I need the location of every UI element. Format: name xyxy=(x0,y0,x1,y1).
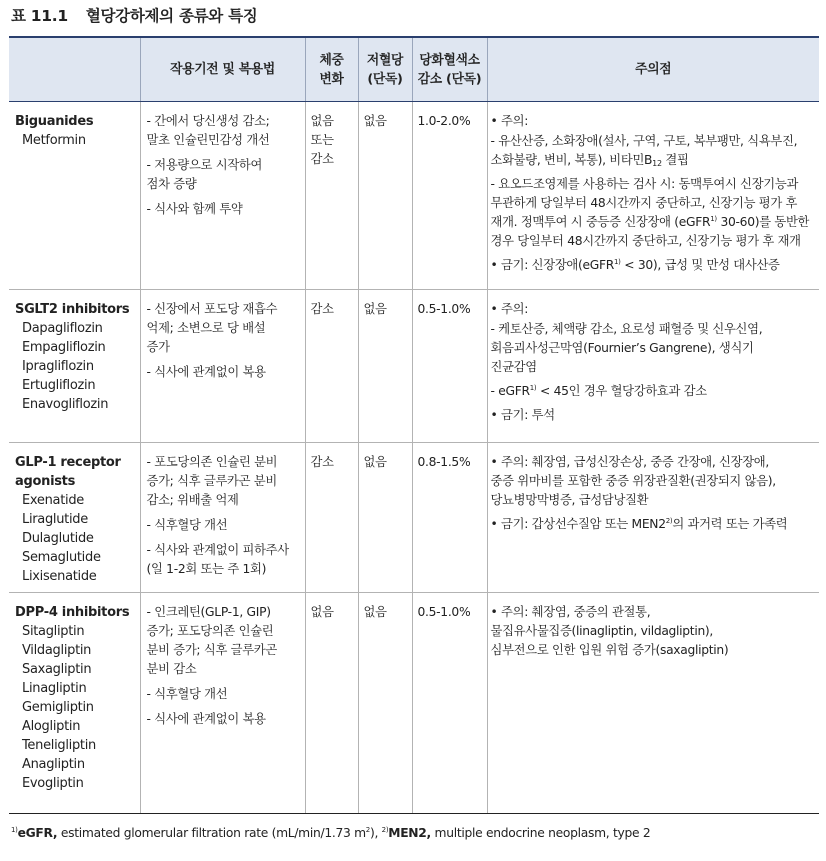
drug-member: Metformin xyxy=(22,133,86,148)
mechanism-cell xyxy=(140,290,305,443)
drug-member: Teneligliptin xyxy=(22,738,96,753)
drug-member: Gemigliptin xyxy=(22,700,94,715)
header-drug xyxy=(9,37,140,102)
table-caption: 혈당강하제의 종류와 특징 xyxy=(85,7,258,25)
caution-heading: • 주의: xyxy=(490,302,529,316)
hypoglycemia-cell: 없음 xyxy=(358,593,412,814)
weight-cell: 감소 xyxy=(305,443,358,593)
contraindication: • 금기: 신장장애(eGFR$^{1)}$ < 30), 급성 및 만성 대사산증 xyxy=(490,258,780,272)
caution-item: - 요오드조영제를 사용하는 검사 시: 동맥투여시 신장기능과 무관하게 당일부터 48시간까지 중단하고, 신장기능 평가 후 재개. 정맥투여 시 중등증 신장장애 (eGFR$^{1)}$ 30-60)를 동반한 경우 당일부터 48시간까지 중단하고, 신장기능 평가 후 재개 xyxy=(490,177,810,248)
footnote: $^{1)}$eGFR, estimated glomerular filtration rate (mL/min/1.73 $m^2$), $^{2)}$MEN2, multiple endocrine neoplasm, type 2 xyxy=(11,826,651,840)
footnote-term: eGFR, xyxy=(17,826,58,840)
drug-member: Lixisenatide xyxy=(22,569,97,584)
caution-cell xyxy=(487,290,819,443)
drug-member: Liraglutide xyxy=(22,512,88,527)
drug-class: DPP-4 inhibitors xyxy=(15,605,130,620)
header-caution: 주의점 xyxy=(487,37,819,102)
drug-cell xyxy=(9,593,140,814)
drug-member: Semaglutide xyxy=(22,550,101,565)
table-row-dpp4 xyxy=(9,593,819,814)
caution-item: • 주의: 췌장염, 중증의 관절통, 물집유사물집증(linagliptin, vildagliptin), 심부전으로 인한 입원 위험 증가(saxagliptin) xyxy=(490,605,729,657)
hba1c-cell: 0.5-1.0% xyxy=(412,290,487,443)
drug-member: Linagliptin xyxy=(22,681,87,696)
drug-member: Ertugliflozin xyxy=(22,378,96,393)
weight-cell: 없음 xyxy=(305,593,358,814)
footnote-marker: 2) xyxy=(381,826,389,834)
footnote-term: MEN2, xyxy=(388,826,431,840)
weight-cell: 감소 xyxy=(305,290,358,443)
mechanism-cell xyxy=(140,593,305,814)
mechanism-item: - 식후혈당 개선 xyxy=(146,687,228,701)
drug-member: Ipragliflozin xyxy=(22,359,94,374)
hypoglycemia-cell: 없음 xyxy=(358,443,412,593)
mechanism-cell xyxy=(140,102,305,290)
drug-cell xyxy=(9,102,140,290)
drug-member: Saxagliptin xyxy=(22,662,92,677)
caution-item: • 주의: 췌장염, 급성신장손상, 중증 간장애, 신장장애, 중증 위마비를 포함한 중증 위장관질환(권장되지 않음), 당뇨병망막병증, 급성담낭질환 xyxy=(490,455,776,507)
drug-member: Enavogliflozin xyxy=(22,397,109,412)
mechanism-item: - 신장에서 포도당 재흡수 억제; 소변으로 당 배설 증가 xyxy=(146,302,278,354)
drug-cell xyxy=(9,443,140,593)
mechanism-item: - 인크레틴(GLP-1, GIP) 증가; 포도당의존 인슐린 분비 증가; 식후 글루카곤 분비 감소 xyxy=(146,605,277,676)
header-row xyxy=(9,37,819,102)
mechanism-item: - 식사에 관계없이 복용 xyxy=(146,712,266,726)
table-row-sglt2 xyxy=(9,290,819,443)
drug-cell xyxy=(9,290,140,443)
contraindication: • 금기: 투석 xyxy=(490,408,555,422)
drug-member: Alogliptin xyxy=(22,719,81,734)
header-hypoglycemia: 저혈당 (단독) xyxy=(358,37,412,102)
drug-class: GLP-1 receptor agonists xyxy=(15,455,121,489)
drug-member: Anagliptin xyxy=(22,757,85,772)
mechanism-item: - 저용량으로 시작하여 점차 증량 xyxy=(146,158,263,191)
weight-cell: 없음 또는 감소 xyxy=(305,102,358,290)
drug-member: Sitagliptin xyxy=(22,624,85,639)
drug-member: Dapagliflozin xyxy=(22,321,103,336)
table-row-biguanides xyxy=(9,102,819,290)
footnote-definition: multiple endocrine neoplasm, type 2 xyxy=(430,826,651,840)
drug-class: Biguanides xyxy=(15,114,94,129)
hypoglycemia-cell: 없음 xyxy=(358,102,412,290)
header-weight: 체중 변화 xyxy=(305,37,358,102)
mechanism-item: - 식사와 관계없이 피하주사 (일 1-2회 또는 주 1회) xyxy=(146,543,289,576)
drug-class: SGLT2 inhibitors xyxy=(15,302,130,317)
caution-item: - 유산산증, 소화장애(설사, 구역, 구토, 복부팽만, 식욕부진, 소화불량, 변비, 복통), 비타민$B_{12}$ 결핍 xyxy=(490,134,798,168)
caution-heading: • 주의: xyxy=(490,114,529,128)
drug-member: Evogliptin xyxy=(22,776,84,791)
mechanism-cell xyxy=(140,443,305,593)
drug-member: Dulaglutide xyxy=(22,531,94,546)
caution-item: - 케토산증, 체액량 감소, 요로성 패혈증 및 신우신염, 회음괴사성근막염(Fournier’s Gangrene), 생식기 진균감염 xyxy=(490,322,763,374)
table-number: 표 11.1 xyxy=(11,7,68,25)
table-title xyxy=(11,4,257,26)
footnote-definition: estimated glomerular filtration rate (mL/min/1.73 m xyxy=(57,826,366,840)
caution-cell xyxy=(487,443,819,593)
mechanism-item: - 식후혈당 개선 xyxy=(146,518,228,532)
mechanism-item: - 간에서 당신생성 감소; 말초 인슐린민감성 개선 xyxy=(146,114,270,147)
mechanism-item: - 포도당의존 인슐린 분비 증가; 식후 글루카곤 분비 감소; 위배출 억제 xyxy=(146,455,278,507)
footnote-marker: 1) xyxy=(11,826,18,834)
table-row-glp1 xyxy=(9,443,819,593)
contraindication: • 금기: 갑상선수질암 또는 MEN2$^{2)}$의 과거력 또는 가족력 xyxy=(490,517,788,531)
drug-member: Exenatide xyxy=(22,493,84,508)
header-hba1c: 당화혈색소 감소 (단독) xyxy=(412,37,487,102)
hba1c-cell: 1.0-2.0% xyxy=(412,102,487,290)
header-mechanism: 작용기전 및 복용법 xyxy=(140,37,305,102)
mechanism-item: - 식사와 함께 투약 xyxy=(146,202,243,216)
caution-cell xyxy=(487,102,819,290)
hba1c-cell: 0.5-1.0% xyxy=(412,593,487,814)
drug-member: Vildagliptin xyxy=(22,643,92,658)
caution-item: - eGFR$^{1)}$ < 45인 경우 혈당강하효과 감소 xyxy=(490,384,707,398)
drug-member: Empagliflozin xyxy=(22,340,106,355)
caution-cell xyxy=(487,593,819,814)
hba1c-cell: 0.8-1.5% xyxy=(412,443,487,593)
drug-table xyxy=(9,36,819,814)
hypoglycemia-cell: 없음 xyxy=(358,290,412,443)
mechanism-item: - 식사에 관계없이 복용 xyxy=(146,365,266,379)
